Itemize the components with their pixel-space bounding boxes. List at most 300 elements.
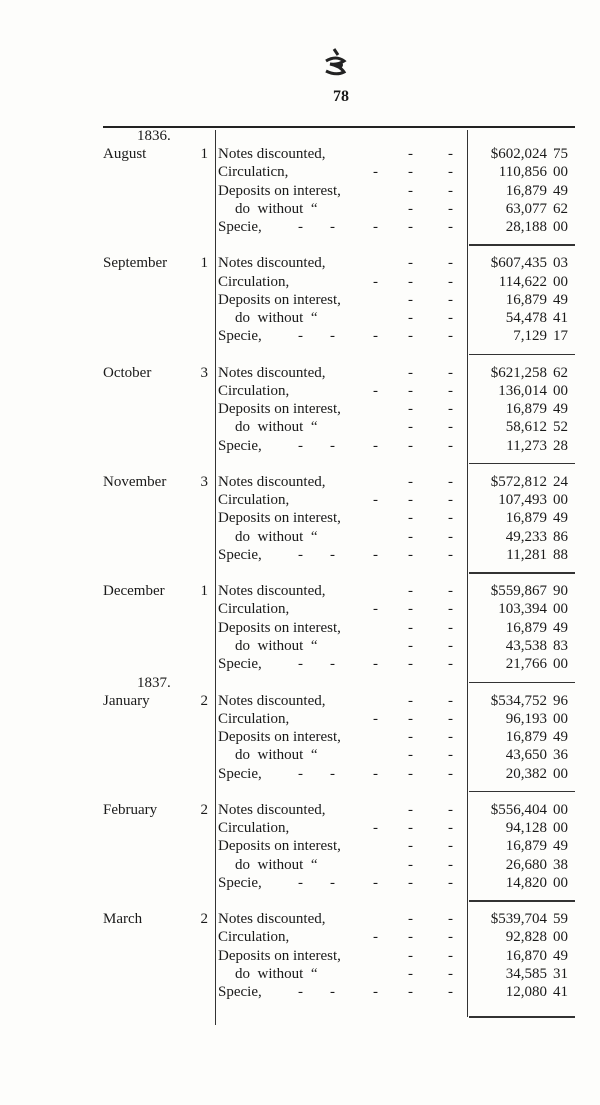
amount-dollars: 16,879 [505,510,547,527]
amount-cents: 59 [553,911,568,928]
leader-dash: - [448,929,453,946]
amount-cents: 52 [553,419,568,436]
leader-dash: - [448,492,453,509]
month-label: October [103,364,152,381]
row-label: do without “ [235,419,318,436]
amount-dollars: 16,879 [505,838,547,855]
leader-dash: - [373,328,378,345]
leader-dash: - [330,765,335,782]
table-row [218,200,578,218]
leader-dash: - [330,984,335,1001]
amount-dollars: 58,612 [505,419,547,436]
month-section [0,582,600,674]
month-label: February [103,801,158,818]
leader-dash: - [408,729,413,746]
leader-dash: - [448,255,453,272]
row-label: do without “ [235,528,318,545]
amount-dollars: $607,435 [490,255,547,272]
amount-cents: 75 [553,146,568,162]
table-row [218,692,578,710]
row-label: Deposits on interest, [218,838,341,855]
leader-dash: - [373,219,378,236]
row-label: Specie, [218,547,262,564]
leader-dash: - [408,473,413,490]
leader-dash: - [373,820,378,837]
table-row [218,765,578,783]
table-row [218,273,578,291]
amount-cents: 49 [553,182,568,199]
amount-cents: 00 [553,710,568,727]
amount-cents: 41 [553,310,568,327]
leader-dash: - [448,911,453,928]
amount-cents: 00 [553,874,568,891]
amount-dollars: 49,233 [505,528,547,545]
amount-dollars: 96,193 [505,710,547,727]
leader-dash: - [408,419,413,436]
leader-dash: - [448,729,453,746]
table-row [218,400,578,418]
leader-dash: - [448,528,453,545]
table-row [218,983,578,1001]
month-label: August [103,146,147,162]
leader-dash: - [408,747,413,764]
row-label: do without “ [235,747,318,764]
amount-dollars: 28,188 [505,219,547,236]
leader-dash: - [408,291,413,308]
amount-cents: 49 [553,401,568,418]
leader-dash: - [448,820,453,837]
leader-dash: - [408,929,413,946]
leader-dash: - [330,219,335,236]
amount-dollars: 16,879 [505,619,547,636]
leader-dash: - [448,765,453,782]
row-label: Deposits on interest, [218,510,341,527]
table-row [218,437,578,455]
day-label: 3 [200,364,208,381]
leader-dash: - [408,947,413,964]
leader-dash: - [408,801,413,818]
amount-dollars: 16,879 [505,401,547,418]
amount-dollars: 43,650 [505,747,547,764]
leader-dash: - [298,219,303,236]
row-label: Deposits on interest, [218,182,341,199]
leader-dash: - [448,146,453,162]
table-row [218,947,578,965]
leader-dash: - [448,182,453,199]
table-row [218,218,578,236]
leader-dash: - [298,765,303,782]
leader-dash: - [408,856,413,873]
table-row [218,710,578,728]
amount-dollars: 26,680 [505,856,547,873]
leader-dash: - [448,419,453,436]
month-section [0,254,600,346]
row-label: Deposits on interest, [218,619,341,636]
table-row [218,546,578,564]
month-label: January [103,692,150,709]
leader-dash: - [448,747,453,764]
leader-dash: - [373,437,378,454]
amount-cents: 00 [553,492,568,509]
amount-dollars: $572,812 [490,473,547,490]
leader-dash: - [330,656,335,673]
amount-cents: 00 [553,273,568,290]
leader-dash: - [298,656,303,673]
page-number: 78 [333,88,349,105]
amount-cents: 31 [553,965,568,982]
month-section [0,128,600,237]
leader-dash: - [408,146,413,162]
row-label: Specie, [218,437,262,454]
amount-dollars: $534,752 [490,692,547,709]
amount-cents: 49 [553,947,568,964]
leader-dash: - [448,273,453,290]
row-label: Circulaticn, [218,164,289,181]
section-separator [469,244,575,246]
table-row [218,145,578,163]
leader-dash: - [448,710,453,727]
row-label: Notes discounted, [218,364,326,381]
amount-cents: 00 [553,765,568,782]
table-row [218,509,578,527]
leader-dash: - [408,364,413,381]
amount-cents: 36 [553,747,568,764]
amount-cents: 17 [553,328,568,345]
amount-cents: 49 [553,619,568,636]
amount-dollars: 11,273 [506,437,547,454]
leader-dash: - [330,547,335,564]
leader-dash: - [448,838,453,855]
leader-dash: - [408,437,413,454]
leader-dash: - [408,820,413,837]
year-label: 1837. [137,674,171,691]
leader-dash: - [408,510,413,527]
amount-dollars: 20,382 [505,765,547,782]
row-label: Notes discounted, [218,583,326,600]
section-separator [469,463,575,465]
day-label: 2 [200,692,208,709]
leader-dash: - [298,328,303,345]
leader-dash: - [330,328,335,345]
leader-dash: - [373,273,378,290]
row-label: do without “ [235,638,318,655]
leader-dash: - [408,911,413,928]
amount-dollars: 94,128 [505,820,547,837]
amount-dollars: 114,622 [498,273,547,290]
table-row [218,746,578,764]
amount-cents: 49 [553,838,568,855]
row-label: Deposits on interest, [218,401,341,418]
amount-cents: 24 [553,473,568,490]
leader-dash: - [408,619,413,636]
year-label: 1836. [137,128,171,144]
month-section [0,473,600,565]
leader-dash: - [408,273,413,290]
table-row [218,619,578,637]
amount-dollars: $539,704 [490,911,547,928]
leader-dash: - [448,291,453,308]
amount-dollars: 103,394 [498,601,547,618]
leader-dash: - [408,710,413,727]
bottom-rule [469,1016,575,1018]
table-row [218,254,578,272]
leader-dash: - [408,182,413,199]
row-label: do without “ [235,200,318,217]
leader-dash: - [448,656,453,673]
amount-dollars: 16,879 [505,291,547,308]
amount-dollars: 63,077 [505,200,547,217]
row-label: Specie, [218,328,262,345]
leader-dash: - [448,801,453,818]
leader-dash: - [373,656,378,673]
leader-dash: - [408,692,413,709]
month-section [0,674,600,784]
month-label: December [103,583,165,600]
day-label: 1 [200,255,208,272]
month-section [0,364,600,456]
amount-dollars: 92,828 [505,929,547,946]
leader-dash: - [448,382,453,399]
amount-cents: 00 [553,656,568,673]
row-label: Notes discounted, [218,801,326,818]
leader-dash: - [408,219,413,236]
table-row [218,182,578,200]
leader-dash: - [408,528,413,545]
amount-dollars: 107,493 [498,492,547,509]
leader-dash: - [448,984,453,1001]
row-label: Specie, [218,656,262,673]
row-label: Notes discounted, [218,692,326,709]
row-label: Notes discounted, [218,911,326,928]
row-label: Deposits on interest, [218,947,341,964]
leader-dash: - [408,601,413,618]
table-row [218,491,578,509]
leader-dash: - [330,874,335,891]
row-label: Circulation, [218,710,290,727]
leader-dash: - [448,638,453,655]
row-label: Circulation, [218,820,290,837]
leader-dash: - [330,437,335,454]
table-row [218,600,578,618]
table-row [218,309,578,327]
amount-cents: 28 [553,437,568,454]
day-label: 2 [200,911,208,928]
amount-dollars: 16,879 [505,729,547,746]
amount-cents: 62 [553,364,568,381]
section-separator [469,682,575,684]
table-row [218,528,578,546]
table-row [218,928,578,946]
amount-dollars: $556,404 [490,801,547,818]
leader-dash: - [448,401,453,418]
leader-dash: - [408,200,413,217]
table-row [218,874,578,892]
table-row [218,291,578,309]
amount-cents: 49 [553,510,568,527]
leader-dash: - [448,437,453,454]
amount-cents: 03 [553,255,568,272]
row-label: Notes discounted, [218,146,326,162]
row-label: Circulation, [218,929,290,946]
row-label: Circulation, [218,273,290,290]
section-separator [469,354,575,356]
amount-dollars: 136,014 [498,382,547,399]
amount-cents: 49 [553,729,568,746]
leader-dash: - [448,219,453,236]
amount-cents: 96 [553,692,568,709]
amount-dollars: $621,258 [490,364,547,381]
leader-dash: - [408,656,413,673]
day-label: 1 [200,146,208,162]
month-section [0,910,600,1002]
amount-cents: 00 [553,601,568,618]
top-rule [103,126,575,128]
leader-dash: - [408,164,413,181]
table-row [218,655,578,673]
table-row [218,856,578,874]
leader-dash: - [448,692,453,709]
row-label: Specie, [218,874,262,891]
amount-dollars: 34,585 [505,965,547,982]
amount-cents: 00 [553,801,568,818]
row-label: do without “ [235,965,318,982]
amount-cents: 00 [553,929,568,946]
table-row [218,801,578,819]
amount-dollars: 110,856 [498,164,547,181]
leader-dash: - [373,710,378,727]
table-row [218,473,578,491]
leader-dash: - [448,310,453,327]
row-label: Deposits on interest, [218,729,341,746]
table-row [218,728,578,746]
leader-dash: - [408,401,413,418]
amount-dollars: 43,538 [505,638,547,655]
amount-cents: 00 [553,164,568,181]
leader-dash: - [373,601,378,618]
table-row [218,819,578,837]
leader-dash: - [373,929,378,946]
amount-cents: 90 [553,583,568,600]
row-label: Specie, [218,984,262,1001]
leader-dash: - [373,765,378,782]
table-row [218,637,578,655]
leader-dash: - [448,619,453,636]
row-label: do without “ [235,856,318,873]
row-label: Circulation, [218,601,290,618]
section-separator [469,900,575,902]
leader-dash: - [298,874,303,891]
amount-dollars: 21,766 [505,656,547,673]
leader-dash: - [448,874,453,891]
leader-dash: - [448,328,453,345]
leader-dash: - [408,765,413,782]
amount-cents: 41 [553,984,568,1001]
table-row [218,382,578,400]
ornament-icon [312,45,352,85]
table-row [218,910,578,928]
row-label: Specie, [218,765,262,782]
leader-dash: - [408,310,413,327]
table-row [218,582,578,600]
leader-dash: - [408,547,413,564]
amount-dollars: 16,879 [505,182,547,199]
month-label: March [103,911,143,928]
leader-dash: - [448,601,453,618]
leader-dash: - [373,984,378,1001]
amount-cents: 83 [553,638,568,655]
row-label: Specie, [218,219,262,236]
leader-dash: - [448,510,453,527]
leader-dash: - [408,638,413,655]
table-row [218,418,578,436]
row-label: Deposits on interest, [218,291,341,308]
leader-dash: - [408,382,413,399]
leader-dash: - [298,547,303,564]
day-label: 3 [200,473,208,490]
leader-dash: - [408,874,413,891]
amount-dollars: $559,867 [490,583,547,600]
leader-dash: - [448,364,453,381]
amount-cents: 86 [553,528,568,545]
leader-dash: - [298,437,303,454]
leader-dash: - [373,164,378,181]
leader-dash: - [448,965,453,982]
leader-dash: - [448,200,453,217]
amount-cents: 88 [553,547,568,564]
day-label: 2 [200,801,208,818]
month-label: September [103,255,168,272]
amount-dollars: $602,024 [490,146,547,162]
amount-cents: 00 [553,820,568,837]
month-section [0,801,600,893]
table-row [218,965,578,983]
amount-dollars: 12,080 [505,984,547,1001]
leader-dash: - [373,547,378,564]
leader-dash: - [448,547,453,564]
amount-cents: 49 [553,291,568,308]
row-label: do without “ [235,310,318,327]
table-row [218,163,578,181]
day-label: 1 [200,583,208,600]
row-label: Circulation, [218,382,290,399]
amount-dollars: 16,870 [505,947,547,964]
amount-cents: 00 [553,219,568,236]
leader-dash: - [448,856,453,873]
leader-dash: - [448,473,453,490]
leader-dash: - [408,255,413,272]
section-separator [469,572,575,574]
leader-dash: - [448,164,453,181]
leader-dash: - [373,874,378,891]
leader-dash: - [408,492,413,509]
leader-dash: - [373,382,378,399]
leader-dash: - [408,965,413,982]
leader-dash: - [408,328,413,345]
leader-dash: - [448,583,453,600]
month-label: November [103,473,167,490]
leader-dash: - [373,492,378,509]
row-label: Notes discounted, [218,473,326,490]
table-row [218,327,578,345]
amount-cents: 00 [553,382,568,399]
table-row [218,364,578,382]
leader-dash: - [408,838,413,855]
leader-dash: - [408,583,413,600]
leader-dash: - [298,984,303,1001]
amount-dollars: 14,820 [505,874,547,891]
amount-cents: 62 [553,200,568,217]
row-label: Circulation, [218,492,290,509]
